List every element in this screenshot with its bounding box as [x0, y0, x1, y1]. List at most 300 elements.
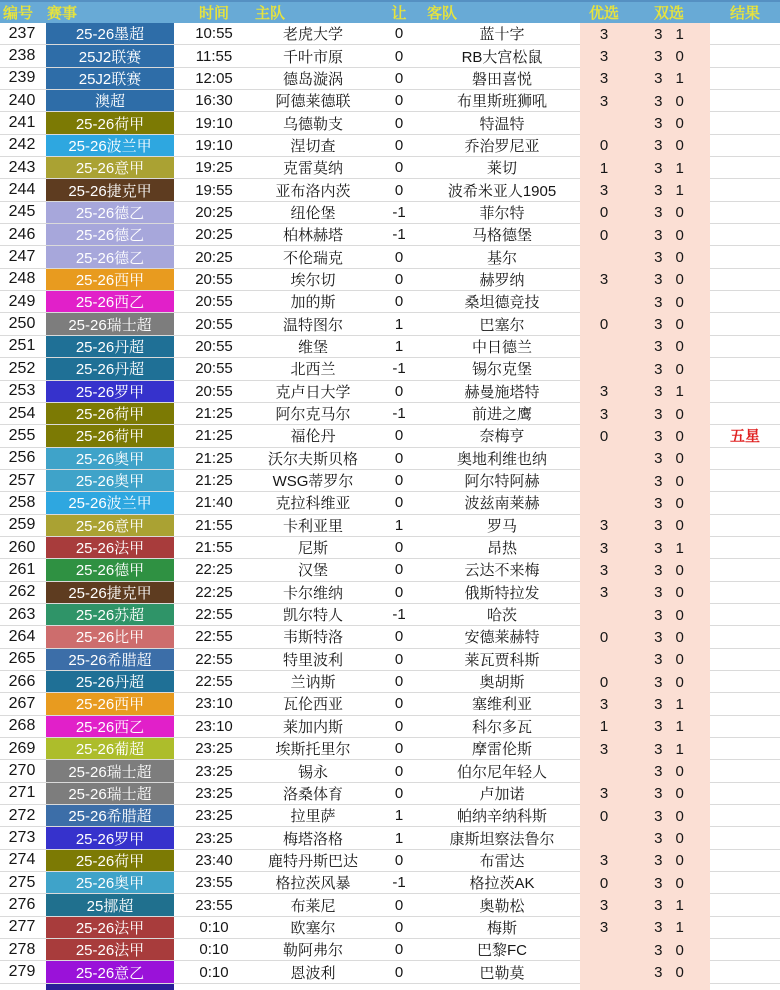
handicap-cell[interactable]: 1 — [374, 805, 424, 827]
pick-cell[interactable]: 3 — [580, 515, 628, 537]
match-number-cell[interactable]: 272 — [0, 805, 44, 827]
home-team-cell[interactable]: 洛桑体育 — [252, 783, 374, 805]
pick-cell[interactable]: 3 — [580, 783, 628, 805]
home-team-cell[interactable]: 阿德莱德联 — [252, 90, 374, 112]
match-number-cell[interactable]: 265 — [0, 649, 44, 671]
away-team-cell[interactable]: 菲尔特 — [424, 202, 580, 224]
result-cell[interactable] — [710, 827, 780, 849]
double-pick-cell[interactable] — [628, 403, 710, 425]
result-cell[interactable] — [710, 381, 780, 403]
match-number-cell[interactable]: 263 — [0, 604, 44, 626]
double-pick-cell[interactable] — [628, 470, 710, 492]
double-pick-cell[interactable] — [628, 515, 710, 537]
home-team-cell[interactable]: 瓦伦西亚 — [252, 693, 374, 715]
home-team-cell[interactable]: 锡永 — [252, 760, 374, 782]
handicap-cell[interactable] — [374, 984, 424, 990]
double-pick-cell[interactable] — [628, 559, 710, 581]
away-team-cell[interactable]: 基尔 — [424, 246, 580, 268]
handicap-cell[interactable]: -1 — [374, 604, 424, 626]
match-number-cell[interactable]: 251 — [0, 336, 44, 358]
result-cell[interactable] — [710, 202, 780, 224]
time-cell[interactable]: 22:55 — [176, 626, 252, 648]
time-cell[interactable]: 19:10 — [176, 135, 252, 157]
time-cell[interactable]: 16:30 — [176, 90, 252, 112]
handicap-cell[interactable]: 0 — [374, 693, 424, 715]
match-number-cell[interactable]: 256 — [0, 448, 44, 470]
result-cell[interactable] — [710, 738, 780, 760]
away-team-cell[interactable]: 锡尔克堡 — [424, 358, 580, 380]
result-cell[interactable] — [710, 649, 780, 671]
league-cell[interactable] — [44, 23, 176, 45]
result-cell[interactable] — [710, 961, 780, 983]
home-team-cell[interactable]: 克卢日大学 — [252, 381, 374, 403]
handicap-cell[interactable]: 0 — [374, 850, 424, 872]
col-home[interactable]: 主队 — [255, 5, 286, 22]
double-pick-cell[interactable] — [628, 269, 710, 291]
home-team-cell[interactable]: 兰讷斯 — [252, 671, 374, 693]
handicap-cell[interactable]: 0 — [374, 961, 424, 983]
home-team-cell[interactable]: 亚布洛内茨 — [252, 179, 374, 201]
handicap-cell[interactable]: 0 — [374, 783, 424, 805]
match-number-cell[interactable]: 253 — [0, 381, 44, 403]
match-number-cell[interactable]: 240 — [0, 90, 44, 112]
double-pick-cell[interactable] — [628, 336, 710, 358]
col-result[interactable]: 结果 — [729, 5, 760, 22]
result-cell[interactable] — [710, 358, 780, 380]
away-team-cell[interactable]: 阿尔特阿赫 — [424, 470, 580, 492]
league-cell[interactable] — [44, 559, 176, 581]
handicap-cell[interactable]: 0 — [374, 381, 424, 403]
double-pick-cell[interactable] — [628, 157, 710, 179]
home-team-cell[interactable]: 拉里萨 — [252, 805, 374, 827]
double-pick-cell[interactable] — [628, 425, 710, 447]
double-pick-cell[interactable] — [628, 313, 710, 335]
league-cell[interactable] — [44, 403, 176, 425]
pick-cell[interactable] — [580, 358, 628, 380]
league-cell[interactable] — [44, 738, 176, 760]
result-cell[interactable] — [710, 850, 780, 872]
double-pick-cell[interactable] — [628, 917, 710, 939]
pick-cell[interactable] — [580, 939, 628, 961]
home-team-cell[interactable]: 涅切查 — [252, 135, 374, 157]
time-cell[interactable]: 20:25 — [176, 224, 252, 246]
pick-cell[interactable] — [580, 448, 628, 470]
time-cell[interactable]: 21:25 — [176, 425, 252, 447]
home-team-cell[interactable]: 莱加内斯 — [252, 716, 374, 738]
col-number[interactable]: 编号 — [3, 5, 34, 22]
pick-cell[interactable]: 3 — [580, 23, 628, 45]
away-team-cell[interactable]: 帕纳辛纳科斯 — [424, 805, 580, 827]
handicap-cell[interactable]: 0 — [374, 45, 424, 67]
pick-cell[interactable] — [580, 336, 628, 358]
league-cell[interactable] — [44, 872, 176, 894]
handicap-cell[interactable]: 0 — [374, 939, 424, 961]
match-number-cell[interactable]: 274 — [0, 850, 44, 872]
away-team-cell[interactable]: 乔治罗尼亚 — [424, 135, 580, 157]
pick-cell[interactable]: 3 — [580, 917, 628, 939]
double-pick-cell[interactable] — [628, 381, 710, 403]
pick-cell[interactable]: 3 — [580, 894, 628, 916]
home-team-cell[interactable]: 克拉科维亚 — [252, 492, 374, 514]
pick-cell[interactable]: 3 — [580, 269, 628, 291]
time-cell[interactable]: 23:25 — [176, 783, 252, 805]
match-number-cell[interactable]: 275 — [0, 872, 44, 894]
time-cell[interactable]: 20:55 — [176, 313, 252, 335]
league-cell[interactable] — [44, 291, 176, 313]
result-cell[interactable] — [710, 760, 780, 782]
home-team-cell[interactable]: 尼斯 — [252, 537, 374, 559]
match-number-cell[interactable]: 241 — [0, 112, 44, 134]
time-cell[interactable]: 0:10 — [176, 939, 252, 961]
pick-cell[interactable] — [580, 112, 628, 134]
handicap-cell[interactable]: 0 — [374, 671, 424, 693]
time-cell[interactable]: 20:55 — [176, 336, 252, 358]
home-team-cell[interactable]: 布莱尼 — [252, 894, 374, 916]
pick-cell[interactable]: 3 — [580, 850, 628, 872]
pick-cell[interactable] — [580, 760, 628, 782]
time-cell[interactable]: 12:05 — [176, 68, 252, 90]
result-cell[interactable] — [710, 716, 780, 738]
pick-cell[interactable] — [580, 470, 628, 492]
handicap-cell[interactable]: 0 — [374, 738, 424, 760]
home-team-cell[interactable]: 汉堡 — [252, 559, 374, 581]
league-cell[interactable] — [44, 827, 176, 849]
match-number-cell[interactable]: 255 — [0, 425, 44, 447]
home-team-cell[interactable]: 凯尔特人 — [252, 604, 374, 626]
result-cell[interactable] — [710, 246, 780, 268]
match-number-cell[interactable]: 271 — [0, 783, 44, 805]
league-cell[interactable] — [44, 336, 176, 358]
double-pick-cell[interactable] — [628, 582, 710, 604]
league-cell[interactable] — [44, 805, 176, 827]
time-cell[interactable]: 20:25 — [176, 246, 252, 268]
handicap-cell[interactable]: 0 — [374, 179, 424, 201]
match-number-cell[interactable]: 270 — [0, 760, 44, 782]
home-team-cell[interactable]: 维堡 — [252, 336, 374, 358]
time-cell[interactable]: 0:10 — [176, 961, 252, 983]
home-team-cell[interactable]: 沃尔夫斯贝格 — [252, 448, 374, 470]
time-cell[interactable]: 19:25 — [176, 157, 252, 179]
match-number-cell[interactable]: 258 — [0, 492, 44, 514]
away-team-cell[interactable]: 哈茨 — [424, 604, 580, 626]
league-cell[interactable] — [44, 850, 176, 872]
double-pick-cell[interactable] — [628, 805, 710, 827]
pick-cell[interactable]: 3 — [580, 738, 628, 760]
double-pick-cell[interactable] — [628, 649, 710, 671]
result-cell[interactable] — [710, 626, 780, 648]
double-pick-cell[interactable] — [628, 738, 710, 760]
handicap-cell[interactable]: 0 — [374, 90, 424, 112]
away-team-cell[interactable]: 昂热 — [424, 537, 580, 559]
result-cell[interactable] — [710, 470, 780, 492]
handicap-cell[interactable]: 0 — [374, 157, 424, 179]
home-team-cell[interactable]: 北西兰 — [252, 358, 374, 380]
time-cell[interactable]: 22:55 — [176, 671, 252, 693]
match-number-cell[interactable]: 264 — [0, 626, 44, 648]
league-cell[interactable] — [44, 961, 176, 983]
home-team-cell[interactable]: 梅塔洛格 — [252, 827, 374, 849]
match-number-cell[interactable]: 246 — [0, 224, 44, 246]
result-cell[interactable] — [710, 604, 780, 626]
double-pick-cell[interactable] — [628, 850, 710, 872]
league-cell[interactable] — [44, 246, 176, 268]
pick-cell[interactable]: 0 — [580, 872, 628, 894]
handicap-cell[interactable]: 0 — [374, 559, 424, 581]
time-cell[interactable]: 21:25 — [176, 403, 252, 425]
league-cell[interactable] — [44, 894, 176, 916]
away-team-cell[interactable]: 赫罗纳 — [424, 269, 580, 291]
home-team-cell[interactable]: 乌德勒支 — [252, 112, 374, 134]
away-team-cell[interactable]: 格拉茨AK — [424, 872, 580, 894]
double-pick-cell[interactable] — [628, 358, 710, 380]
double-pick-cell[interactable] — [628, 291, 710, 313]
league-cell[interactable] — [44, 90, 176, 112]
league-cell[interactable] — [44, 783, 176, 805]
result-cell[interactable] — [710, 224, 780, 246]
league-cell[interactable] — [44, 582, 176, 604]
time-cell[interactable]: 22:25 — [176, 559, 252, 581]
result-cell[interactable] — [710, 917, 780, 939]
pick-cell[interactable]: 3 — [580, 693, 628, 715]
home-team-cell[interactable]: 纽伦堡 — [252, 202, 374, 224]
home-team-cell[interactable]: 格拉茨风暴 — [252, 872, 374, 894]
time-cell[interactable]: 21:25 — [176, 448, 252, 470]
away-team-cell[interactable]: 蓝十字 — [424, 23, 580, 45]
league-cell[interactable] — [44, 537, 176, 559]
away-team-cell[interactable]: 安德莱赫特 — [424, 626, 580, 648]
handicap-cell[interactable]: 0 — [374, 135, 424, 157]
double-pick-cell[interactable] — [628, 961, 710, 983]
result-cell[interactable] — [710, 559, 780, 581]
league-cell[interactable] — [44, 358, 176, 380]
home-team-cell[interactable]: 鹿特丹斯巴达 — [252, 850, 374, 872]
double-pick-cell[interactable] — [628, 202, 710, 224]
pick-cell[interactable]: 0 — [580, 671, 628, 693]
home-team-cell[interactable]: 柏林赫塔 — [252, 224, 374, 246]
league-cell[interactable] — [44, 470, 176, 492]
result-cell[interactable] — [710, 448, 780, 470]
pick-cell[interactable]: 3 — [580, 582, 628, 604]
away-team-cell[interactable]: 罗马 — [424, 515, 580, 537]
handicap-cell[interactable]: -1 — [374, 358, 424, 380]
league-cell[interactable] — [44, 202, 176, 224]
away-team-cell[interactable]: 巴塞尔 — [424, 313, 580, 335]
handicap-cell[interactable]: 0 — [374, 894, 424, 916]
result-cell[interactable]: 五星 — [710, 425, 780, 447]
handicap-cell[interactable]: 0 — [374, 23, 424, 45]
time-cell[interactable]: 10:55 — [176, 23, 252, 45]
handicap-cell[interactable]: 0 — [374, 626, 424, 648]
away-team-cell[interactable]: 摩雷伦斯 — [424, 738, 580, 760]
result-cell[interactable] — [710, 805, 780, 827]
match-number-cell[interactable]: 278 — [0, 939, 44, 961]
double-pick-cell[interactable] — [628, 760, 710, 782]
pick-cell[interactable]: 3 — [580, 68, 628, 90]
double-pick-cell[interactable] — [628, 537, 710, 559]
away-team-cell[interactable]: 赫曼施塔特 — [424, 381, 580, 403]
pick-cell[interactable]: 3 — [580, 381, 628, 403]
away-team-cell[interactable]: RB大宫松鼠 — [424, 45, 580, 67]
time-cell[interactable]: 20:55 — [176, 358, 252, 380]
home-team-cell[interactable]: 埃斯托里尔 — [252, 738, 374, 760]
league-cell[interactable] — [44, 224, 176, 246]
match-number-cell[interactable]: 266 — [0, 671, 44, 693]
pick-cell[interactable]: 0 — [580, 224, 628, 246]
time-cell[interactable]: 23:10 — [176, 716, 252, 738]
league-cell[interactable] — [44, 135, 176, 157]
result-cell[interactable] — [710, 894, 780, 916]
away-team-cell[interactable]: 布雷达 — [424, 850, 580, 872]
handicap-cell[interactable]: -1 — [374, 224, 424, 246]
home-team-cell[interactable]: 欧塞尔 — [252, 917, 374, 939]
col-pick[interactable]: 优选 — [588, 5, 619, 22]
away-team-cell[interactable]: 波兹南莱赫 — [424, 492, 580, 514]
league-cell[interactable] — [44, 626, 176, 648]
double-pick-cell[interactable] — [628, 90, 710, 112]
pick-cell[interactable]: 3 — [580, 90, 628, 112]
pick-cell[interactable] — [580, 291, 628, 313]
away-team-cell[interactable]: 桑坦德竞技 — [424, 291, 580, 313]
league-cell[interactable] — [44, 716, 176, 738]
away-team-cell[interactable]: 奥胡斯 — [424, 671, 580, 693]
match-number-cell[interactable]: 279 — [0, 961, 44, 983]
match-number-cell[interactable]: 260 — [0, 537, 44, 559]
league-cell[interactable] — [44, 45, 176, 67]
away-team-cell[interactable]: 塞维利亚 — [424, 693, 580, 715]
league-cell[interactable] — [44, 179, 176, 201]
result-cell[interactable] — [710, 336, 780, 358]
match-number-cell[interactable]: 267 — [0, 693, 44, 715]
away-team-cell[interactable]: 云达不来梅 — [424, 559, 580, 581]
double-pick-cell[interactable] — [628, 23, 710, 45]
home-team-cell[interactable]: 德岛漩涡 — [252, 68, 374, 90]
result-cell[interactable] — [710, 403, 780, 425]
time-cell[interactable]: 20:25 — [176, 202, 252, 224]
league-cell[interactable] — [44, 68, 176, 90]
match-number-cell[interactable]: 242 — [0, 135, 44, 157]
away-team-cell[interactable]: 俄斯特拉发 — [424, 582, 580, 604]
match-number-cell[interactable]: 262 — [0, 582, 44, 604]
result-cell[interactable] — [710, 179, 780, 201]
home-team-cell[interactable]: 温特图尔 — [252, 313, 374, 335]
result-cell[interactable] — [710, 984, 780, 990]
handicap-cell[interactable]: 0 — [374, 582, 424, 604]
home-team-cell[interactable]: WSG蒂罗尔 — [252, 470, 374, 492]
league-cell[interactable] — [44, 492, 176, 514]
home-team-cell[interactable]: 特里波利 — [252, 649, 374, 671]
league-cell[interactable] — [44, 112, 176, 134]
pick-cell[interactable]: 0 — [580, 313, 628, 335]
pick-cell[interactable]: 3 — [580, 45, 628, 67]
handicap-cell[interactable]: 1 — [374, 336, 424, 358]
time-cell[interactable]: 23:25 — [176, 738, 252, 760]
match-number-cell[interactable] — [0, 984, 44, 990]
time-cell[interactable]: 23:10 — [176, 693, 252, 715]
pick-cell[interactable]: 0 — [580, 626, 628, 648]
away-team-cell[interactable]: 康斯坦察法鲁尔 — [424, 827, 580, 849]
league-cell[interactable] — [44, 313, 176, 335]
away-team-cell[interactable]: 莱切 — [424, 157, 580, 179]
away-team-cell[interactable]: 奥地利维也纳 — [424, 448, 580, 470]
result-cell[interactable] — [710, 492, 780, 514]
result-cell[interactable] — [710, 783, 780, 805]
match-number-cell[interactable]: 273 — [0, 827, 44, 849]
league-cell[interactable] — [44, 693, 176, 715]
handicap-cell[interactable]: 1 — [374, 827, 424, 849]
match-number-cell[interactable]: 247 — [0, 246, 44, 268]
pick-cell[interactable] — [580, 961, 628, 983]
pick-cell[interactable]: 3 — [580, 179, 628, 201]
handicap-cell[interactable]: 0 — [374, 68, 424, 90]
result-cell[interactable] — [710, 157, 780, 179]
time-cell[interactable]: 23:40 — [176, 850, 252, 872]
result-cell[interactable] — [710, 23, 780, 45]
handicap-cell[interactable]: 0 — [374, 470, 424, 492]
time-cell[interactable]: 23:25 — [176, 827, 252, 849]
time-cell[interactable]: 19:55 — [176, 179, 252, 201]
away-team-cell[interactable]: 巴勒莫 — [424, 961, 580, 983]
pick-cell[interactable] — [580, 604, 628, 626]
match-number-cell[interactable]: 239 — [0, 68, 44, 90]
away-team-cell[interactable]: 奥勒松 — [424, 894, 580, 916]
away-team-cell[interactable]: 伯尔尼年轻人 — [424, 760, 580, 782]
away-team-cell[interactable]: 布里斯班狮吼 — [424, 90, 580, 112]
time-cell[interactable]: 21:55 — [176, 515, 252, 537]
pick-cell[interactable]: 3 — [580, 537, 628, 559]
double-pick-cell[interactable] — [628, 626, 710, 648]
home-team-cell[interactable]: 恩波利 — [252, 961, 374, 983]
handicap-cell[interactable]: 0 — [374, 716, 424, 738]
away-team-cell[interactable]: 卢加诺 — [424, 783, 580, 805]
result-cell[interactable] — [710, 135, 780, 157]
league-cell[interactable] — [44, 671, 176, 693]
double-pick-cell[interactable] — [628, 894, 710, 916]
league-cell[interactable] — [44, 157, 176, 179]
home-team-cell[interactable]: 克雷莫纳 — [252, 157, 374, 179]
col-time[interactable]: 时间 — [198, 5, 229, 22]
time-cell[interactable]: 21:25 — [176, 470, 252, 492]
home-team-cell[interactable]: 卡尔维纳 — [252, 582, 374, 604]
pick-cell[interactable]: 3 — [580, 403, 628, 425]
handicap-cell[interactable]: 0 — [374, 112, 424, 134]
away-team-cell[interactable]: 特温特 — [424, 112, 580, 134]
league-cell[interactable] — [44, 939, 176, 961]
double-pick-cell[interactable] — [628, 827, 710, 849]
league-cell[interactable] — [44, 381, 176, 403]
match-number-cell[interactable]: 243 — [0, 157, 44, 179]
handicap-cell[interactable]: -1 — [374, 872, 424, 894]
match-number-cell[interactable]: 245 — [0, 202, 44, 224]
league-cell[interactable] — [44, 425, 176, 447]
handicap-cell[interactable]: 0 — [374, 246, 424, 268]
match-number-cell[interactable]: 237 — [0, 23, 44, 45]
double-pick-cell[interactable] — [628, 939, 710, 961]
handicap-cell[interactable]: 0 — [374, 291, 424, 313]
home-team-cell[interactable]: 加的斯 — [252, 291, 374, 313]
match-number-cell[interactable]: 268 — [0, 716, 44, 738]
away-team-cell[interactable]: 前进之鹰 — [424, 403, 580, 425]
result-cell[interactable] — [710, 68, 780, 90]
pick-cell[interactable] — [580, 649, 628, 671]
away-team-cell[interactable]: 磐田喜悦 — [424, 68, 580, 90]
match-number-cell[interactable]: 238 — [0, 45, 44, 67]
away-team-cell[interactable]: 中日德兰 — [424, 336, 580, 358]
time-cell[interactable]: 19:10 — [176, 112, 252, 134]
handicap-cell[interactable]: 0 — [374, 448, 424, 470]
home-team-cell[interactable]: 卡利亚里 — [252, 515, 374, 537]
match-number-cell[interactable]: 257 — [0, 470, 44, 492]
time-cell[interactable]: 22:55 — [176, 604, 252, 626]
